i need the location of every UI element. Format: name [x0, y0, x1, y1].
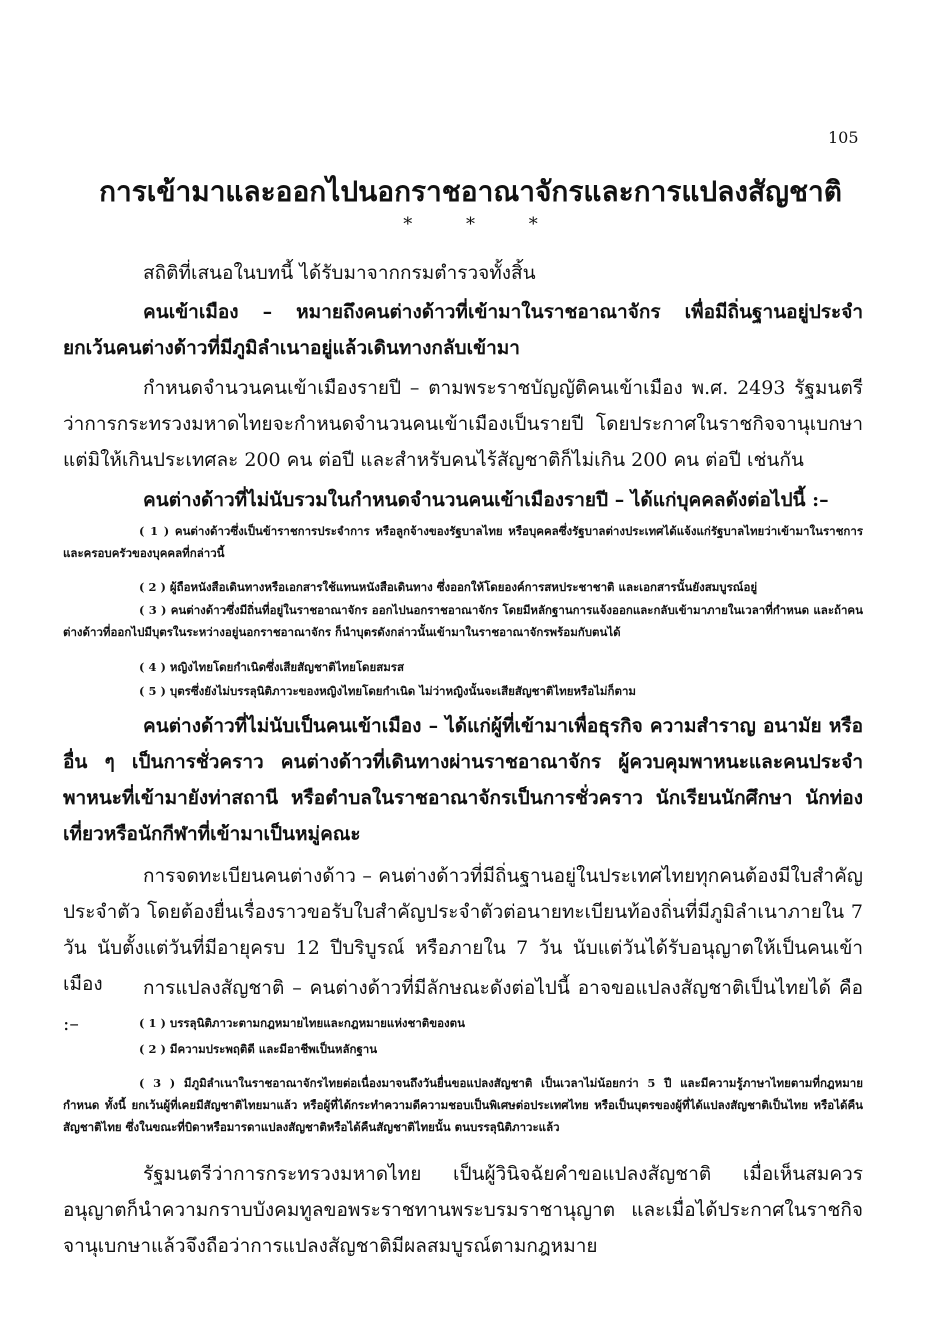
- list-item: ( 3 ) มีภูมิลำเนาในราชอาณาจักรไทยต่อเนื่องมาจนถึงวันยื่นขอแปลงสัญชาติ เป็นเวลาไม่น้อยกว่า 5 ปี และมีความรู้ภาษาไทยตามที่กฎหมายกำหนด ทั้งนี้ ยกเว้นผู้ที่เคยมีสัญชาติไทยมาแล้ว หรือผู้ที่ได้กระทำความดีความชอบเป็นพิเศษต่อประเทศไทย หรือเป็นบุตรของผู้ที่ได้แปลงสัญชาติเป็นไทย หรือได้คืนสัญชาติไทย ซึ่งในขณะที่บิดาหรือมารดาแปลงสัญชาติหรือได้คืนสัญชาติไทยนั้น ตนบรรลุนิติภาวะแล้ว: [63, 1076, 863, 1134]
- paragraph-alien-registration: การจดทะเบียนคนต่างด้าว – คนต่างด้าวที่มีถิ่นฐานอยู่ในประเทศไทยทุกคนต้องมีใบสำคัญประจำตัว โดยต้องยื่นเรื่องราวขอรับใบสำคัญประจำตัวต่อนายทะเบียนท้องถิ่นที่มีภูมิลำเนาภายใน 7 วัน นับตั้งแต่วันที่มีอายุครบ 12 ปีบริบูรณ์ หรือภายใน 7 วัน นับแต่วันได้รับอนุญาตให้เป็นคนเข้าเมือง: [63, 865, 863, 995]
- list-item: ( 5 ) บุตรซึ่งยังไม่บรรลุนิติภาวะของหญิงไทยโดยกำเนิด ไม่ว่าหญิงนั้นจะเสียสัญชาติไทยหรือไม่ก็ตาม: [139, 684, 636, 698]
- page-title: การเข้ามาและออกไปนอกราชอาณาจักรและการแปลงสัญชาติ: [99, 175, 842, 208]
- list-item: ( 2 ) มีความประพฤติดี และมีอาชีพเป็นหลักฐาน: [139, 1042, 378, 1056]
- list-item: ( 1 ) คนต่างด้าวซึ่งเป็นข้าราชการประจำการ หรือลูกจ้างของรัฐบาลไทย หรือบุคคลซึ่งรัฐบาลต่างประเทศได้แจ้งแก่รัฐบาลไทยว่าเข้ามาในราชการ และครอบครัวของบุคคลที่กล่าวนี้: [63, 524, 863, 560]
- paragraph-quota-exemptions-heading: คนต่างด้าวที่ไม่นับรวมในกำหนดจำนวนคนเข้าเมืองรายปี – ได้แก่บุคคลดังต่อไปนี้ :–: [143, 489, 829, 511]
- separator: * * *: [403, 214, 538, 235]
- paragraph-minister-decision: รัฐมนตรีว่าการกระทรวงมหาดไทย เป็นผู้วินิจฉัยคำขอแปลงสัญชาติ เมื่อเห็นสมควรอนุญาตก็นำความกราบบังคมทูลขอพระราชทานพระบรมราชานุญาต และเมื่อได้ประกาศในราชกิจจานุเบกษาแล้วจึงถือว่าการแปลงสัญชาติมีผลสมบูรณ์ตามกฎหมาย: [63, 1163, 863, 1257]
- list-item: ( 4 ) หญิงไทยโดยกำเนิดซึ่งเสียสัญชาติไทยโดยสมรส: [139, 660, 404, 674]
- paragraph-annual-quota: กำหนดจำนวนคนเข้าเมืองรายปี – ตามพระราชบัญญัติคนเข้าเมือง พ.ศ. 2493 รัฐมนตรีว่าการกระทรวงมหาดไทยจะกำหนดจำนวนคนเข้าเมืองเป็นรายปี โดยประกาศในราชกิจจานุเบกษา แต่มิให้เกินประเทศละ 200 คน ต่อปี และสำหรับคนไร้สัญชาติก็ไม่เกิน 200 คน ต่อปี เช่นกัน: [63, 377, 863, 471]
- list-item: ( 1 ) บรรลุนิติภาวะตามกฎหมายไทยและกฎหมายแห่งชาติของตน: [139, 1016, 465, 1030]
- list-item: ( 2 ) ผู้ถือหนังสือเดินทางหรือเอกสารใช้แทนหนังสือเดินทาง ซึ่งออกให้โดยองค์การสหประชาชาติ และเอกสารนั้นยังสมบูรณ์อยู่: [139, 580, 758, 594]
- page-number: 105: [828, 128, 859, 147]
- paragraph-non-immigrants: คนต่างด้าวที่ไม่นับเป็นคนเข้าเมือง – ได้แก่ผู้ที่เข้ามาเพื่อธุรกิจ ความสำราญ อนามัย หรืออื่น ๆ เป็นการชั่วคราว คนต่างด้าวที่เดินทางผ่านราชอาณาจักร ผู้ควบคุมพาหนะและคนประจำพาหนะที่เข้ามายังท่าสถานี หรือตำบลในราชอาณาจักรเป็นการชั่วคราว นักเรียนนักศึกษา นักท่องเที่ยวหรือนักกีฬาที่เข้ามาเป็นหมู่คณะ: [63, 715, 863, 845]
- list-item: ( 3 ) คนต่างด้าวซึ่งมีถิ่นที่อยู่ในราชอาณาจักร ออกไปนอกราชอาณาจักร โดยมีหลักฐานการแจ้งออกและกลับเข้ามาภายในเวลาที่กำหนด และถ้าคนต่างด้าวที่ออกไปมีบุตรในระหว่างอยู่นอกราชอาณาจักร ก็นำบุตรดังกล่าวนั้นเข้ามาในราชอาณาจักรพร้อมกับตนได้: [63, 603, 863, 639]
- paragraph-immigrant-definition: คนเข้าเมือง – หมายถึงคนต่างด้าวที่เข้ามาในราชอาณาจักร เพื่อมีถิ่นฐานอยู่ประจำ ยกเว้นคนต่างด้าวที่มีภูมิลำเนาอยู่แล้วเดินทางกลับเข้ามา: [63, 301, 863, 359]
- intro-paragraph: สถิติที่เสนอในบทนี้ ได้รับมาจากกรมตำรวจทั้งสิ้น: [143, 262, 536, 284]
- paragraph-naturalization-heading: การแปลงสัญชาติ – คนต่างด้าวที่มีลักษณะดังต่อไปนี้ อาจขอแปลงสัญชาติเป็นไทยได้ คือ :–: [63, 977, 863, 1035]
